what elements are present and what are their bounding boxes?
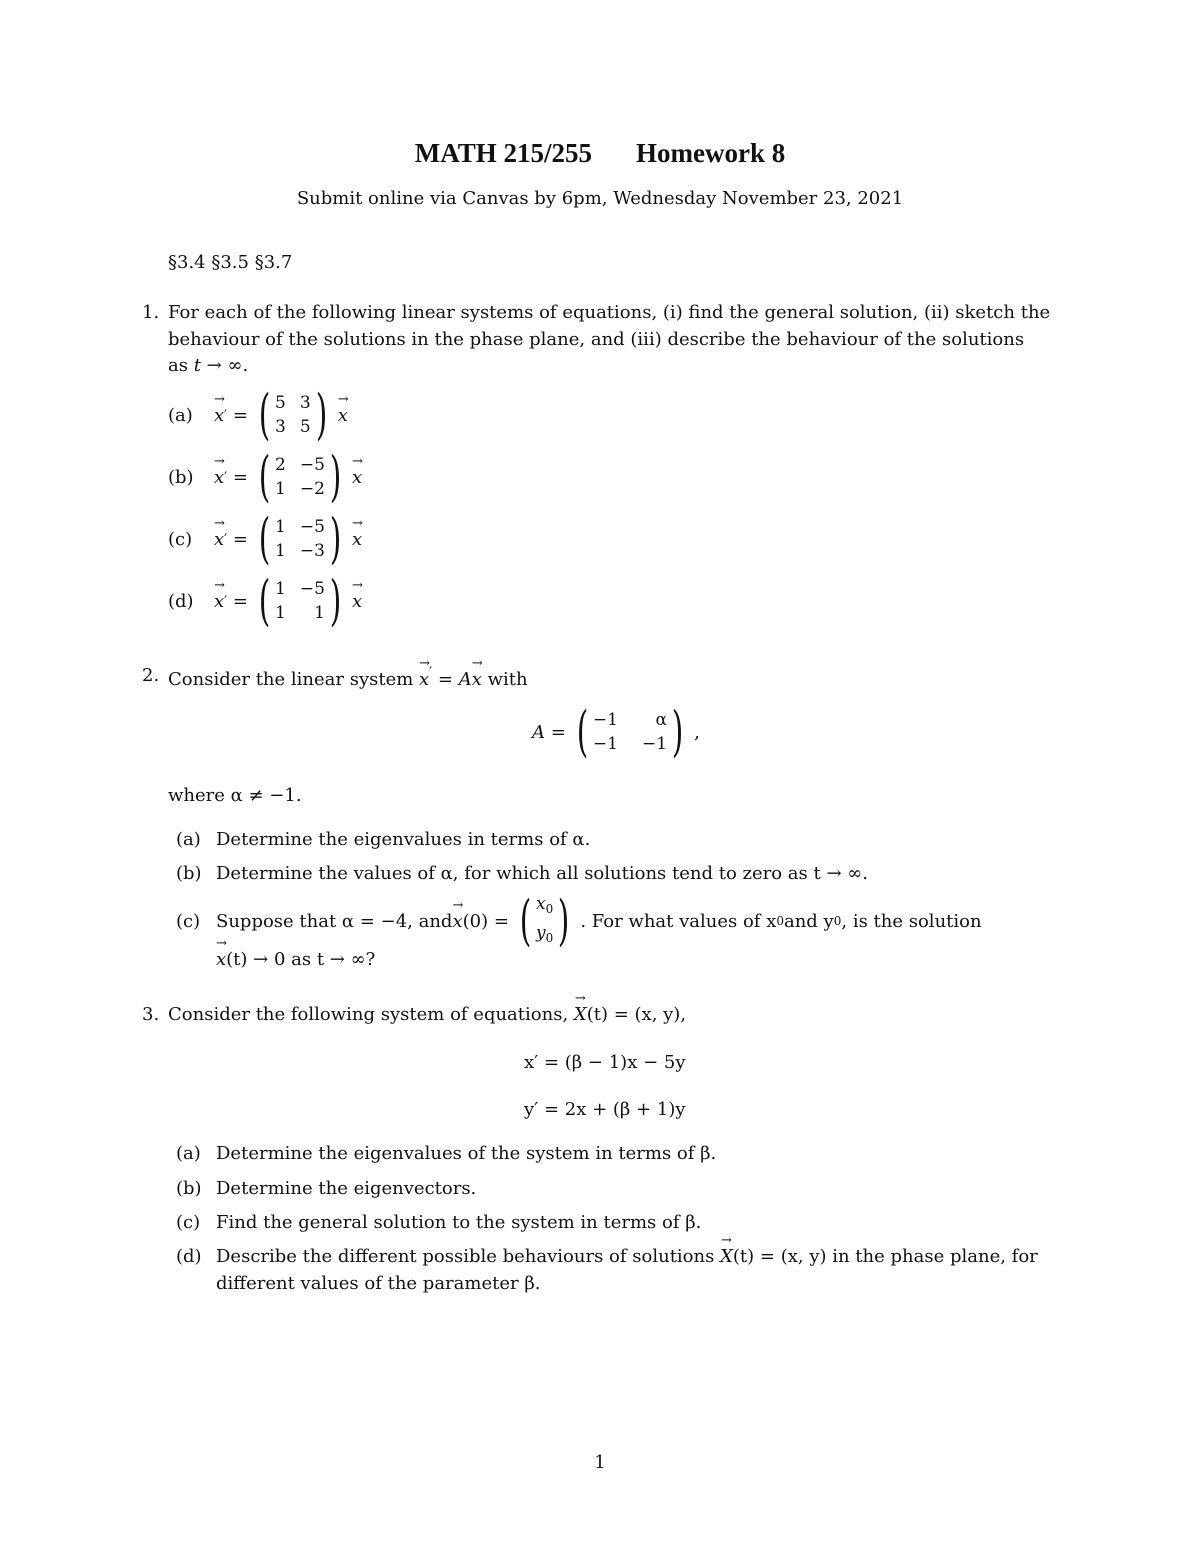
q2-matrix-A: A = ( −1 α −1 −1 ) , [532,700,700,763]
q1-part-a: (a) → x ′ = ( 5 3 3 5 ) → x [168,388,348,442]
q3-c-label: (c) [176,1212,201,1233]
q3-a-text: Determine the eigenvalues of the system in terms of β. [216,1143,717,1164]
q2-c-line2: → x(t) → 0 as t → ∞? [216,949,375,970]
q3-intro: Consider the following system of equations, → X(t) = (x, y), [168,1004,686,1025]
assignment-title: Homework 8 [636,138,786,168]
q3-c-text: Find the general solution to the system in terms of β. [216,1212,702,1233]
q2-a-label: (a) [176,829,201,850]
page-number: 1 [594,1452,606,1473]
q3-b-text: Determine the eigenvectors. [216,1178,477,1199]
matrix: ( 2 −5 1 −2 ) [258,445,342,508]
due-date: Submit online via Canvas by 6pm, Wednesday November 23, 2021 [296,188,904,209]
q3-d-line2: different values of the parameter β. [216,1273,541,1294]
section-refs: §3.4 §3.5 §3.7 [168,252,293,273]
q3-b-label: (b) [176,1178,202,1199]
q1-line1: For each of the following linear systems of equations, (i) find the general solution, (ii) sketch the [168,302,1051,323]
part-label: (c) [168,528,193,550]
matrix: ( 1 −5 1 1 ) [258,569,342,632]
q1-part-c: (c) → x ′ = ( 1 −5 1 −3 ) → x [168,512,362,566]
course-code: MATH 215/255 [414,138,592,168]
q3-a-label: (a) [176,1143,201,1164]
q3-d-text: Describe the different possible behaviours of solutions → X(t) = (x, y) in the phase plane, for [216,1246,1038,1267]
matrix: ( 1 −5 1 −3 ) [258,507,342,570]
q3-eq1: x′ = (β − 1)x − 5y [524,1052,686,1073]
q2-b-label: (b) [176,863,202,884]
matrix: ( 5 3 3 5 ) [258,383,327,446]
q2-c-label: (c) [176,911,201,932]
q1-part-d: (d) → x ′ = ( 1 −5 1 1 ) → x [168,574,362,628]
q3-d-label: (d) [176,1246,202,1267]
part-label: (b) [168,466,194,488]
page-title [0,138,1200,169]
q2-where: where α ≠ −1. [168,785,302,806]
q1-line3: as t → ∞. [168,355,249,376]
q2-b-text: Determine the values of α, for which all solutions tend to zero as t → ∞. [216,863,868,884]
q3-number: 3. [142,1004,160,1025]
q2-a-text: Determine the eigenvalues in terms of α. [216,829,591,850]
q2-number: 2. [142,665,160,686]
q1-line2: behaviour of the solutions in the phase plane, and (iii) describe the behaviour of the solutions [168,329,1025,350]
q1-number: 1. [142,302,160,323]
part-label: (d) [168,590,194,612]
q2-intro: Consider the linear system → x′ = A→ x with [168,665,528,690]
q3-eq2: y′ = 2x + (β + 1)y [524,1099,686,1120]
q2-c-text: Suppose that α = −4, and → x (0) = ( $x_0$ $y_0$ ) . For what values of x 0 and y 0 , is the solution [216,893,982,949]
q1-part-b: (b) → x ′ = ( 2 −5 1 −2 ) → x [168,450,362,504]
part-label: (a) [168,404,193,426]
